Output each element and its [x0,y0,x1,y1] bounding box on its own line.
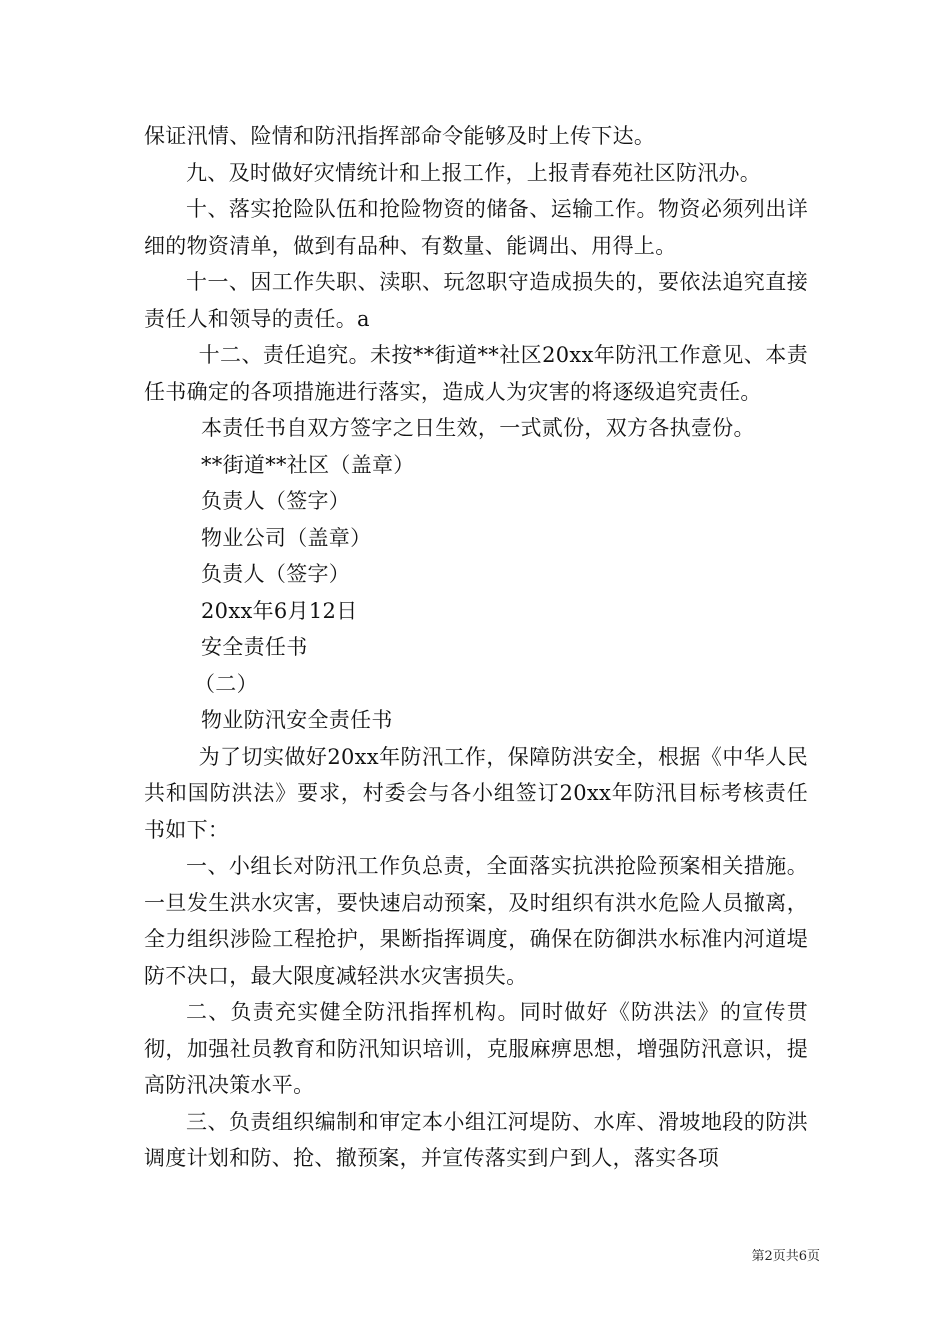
paragraph-continuation: 保证汛情、险情和防汛指挥部命令能够及时上传下达。 [144,124,656,148]
signature-date: 20xx年6月12日 [201,598,358,623]
signature-person-in-charge-1: 负责人（签字） [201,489,351,513]
paragraph-item-3: 三、负责组织编制和审定本小组江河堤防、水库、滑坡地段的防洪调度计划和防、抢、撤预案，并宣传落实到户到人，落实各项 [144,1109,808,1170]
paragraph-item-12: 十二、责任追究。未按**街道**社区20xx年防汛工作意见、本责任书确定的各项措施进行落实，造成人为灾害的将逐级追究责任。 [144,343,808,404]
document-body [144,118,808,1177]
paragraph-item-10: 十、落实抢险队伍和抢险物资的储备、运输工作。物资必须列出详细的物资清单，做到有品种、有数量、能调出、用得上。 [144,197,808,258]
signature-property-company-seal: 物业公司（盖章） [201,525,372,550]
section-title-safety: 安全责任书 [201,635,308,659]
paragraph-item-1: 一、小组长对防汛工作负总责，全面落实抗洪抢险预案相关措施。一旦发生洪水灾害，要快速启动预案，及时组织有洪水危险人员撤离，全力组织涉险工程抢护，果断指挥调度，确保在防御洪水标准内河道堤防不决口，最大限度减轻洪水灾害损失。 [144,854,808,988]
page-number: 第2页共6页 [751,1249,820,1264]
signature-person-in-charge-2: 负责人（签字） [201,562,351,586]
paragraph-intro: 为了切实做好20xx年防汛工作，保障防洪安全，根据《中华人民共和国防洪法》要求，村委会与各小组签订20xx年防汛目标考核责任书如下： [144,744,808,842]
document-title: 物业防汛安全责任书 [201,708,393,732]
paragraph-effective-clause: 本责任书自双方签字之日生效，一式贰份，双方各执壹份。 [201,416,755,440]
section-number: （二） [194,671,258,696]
paragraph-item-11: 十一、因工作失职、渎职、玩忽职守造成损失的，要依法追究直接责任人和领导的责任。a [144,270,808,331]
paragraph-item-2: 二、负责充实健全防汛指挥机构。同时做好《防洪法》的宣传贯彻，加强社员教育和防汛知识培训，克服麻痹思想，增强防汛意识，提高防汛决策水平。 [144,1000,808,1097]
signature-community-seal: **街道**社区（盖章） [201,452,415,477]
paragraph-item-9: 九、及时做好灾情统计和上报工作，上报青春苑社区防汛办。 [186,160,762,185]
